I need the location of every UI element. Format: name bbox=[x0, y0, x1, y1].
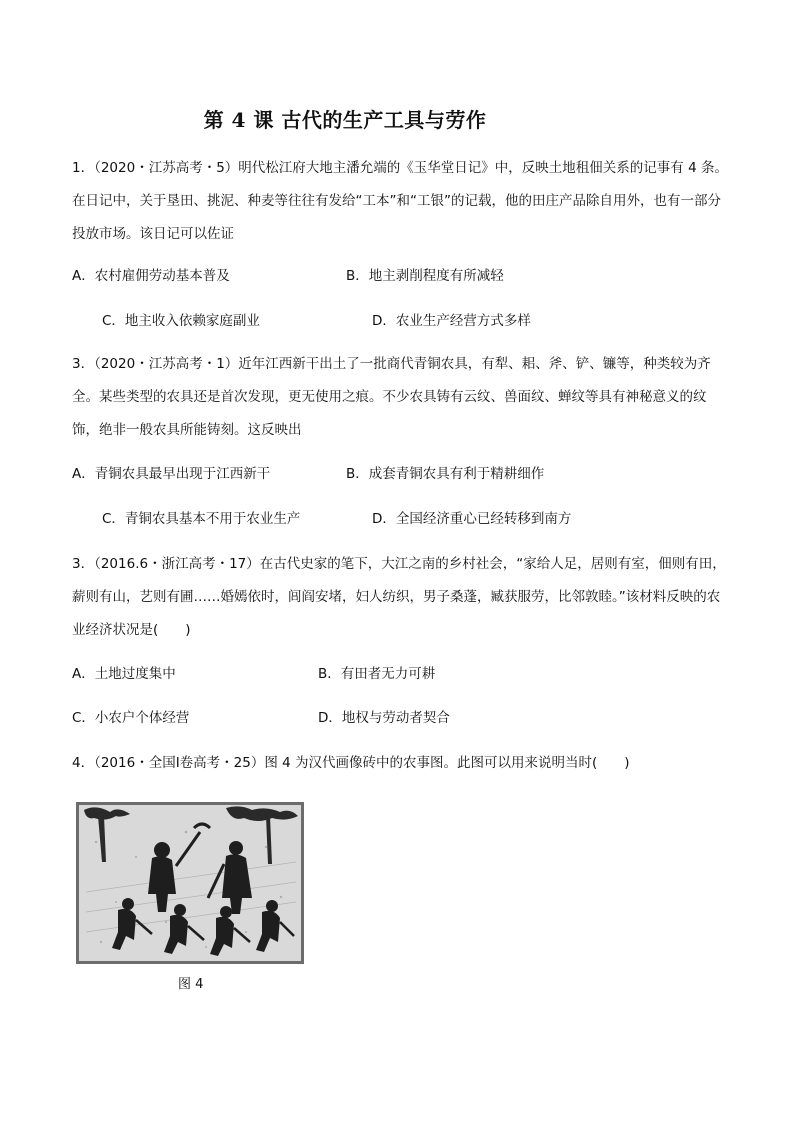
question-1-option-b: B．地主剥削程度有所减轻 bbox=[346, 268, 504, 284]
question-3-option-c: C．小农户个体经营 bbox=[72, 710, 190, 726]
question-3-stem: 3．（2016.6・浙江高考・17）在古代史家的笔下，大江之南的乡村社会，“家给人足，居则有室，佃则有田，薪则有山，艺则有圃……婚嫣依时，闾阎安堵，妇人纺织，男子桑蓬，臧获服劳，比邻敦睦。”该材料反映的农业经济状况是( ) bbox=[72, 556, 726, 638]
question-2-stem: 3．（2020・江苏高考・1）近年江西新干出土了一批商代青铜农具，有犁、耜、斧、铲、镰等，种类较为齐全。某些类型的农具还是首次发现，更无使用之痕。不少农具铸有云纹、兽面纹、蝉纹等具有神秘意义的纹饰，绝非一般农具所能铸刻。这反映出 bbox=[72, 356, 711, 438]
question-2-option-c: C．青铜农具基本不用于农业生产 bbox=[102, 511, 301, 527]
question-1-option-d: D．农业生产经营方式多样 bbox=[372, 313, 531, 329]
farming-brick-image bbox=[76, 802, 304, 964]
question-4-stem: 4．（2016・全国Ⅰ卷高考・25）图 4 为汉代画像砖中的农事图。此图可以用来说明当时( ) bbox=[72, 755, 630, 771]
question-3-option-d: D．地权与劳动者契合 bbox=[318, 710, 450, 726]
page-title: 第 4 课 古代的生产工具与劳作 bbox=[203, 108, 487, 132]
question-2-option-d: D．全国经济重心已经转移到南方 bbox=[372, 511, 572, 527]
question-2-option-b: B．成套青铜农具有利于精耕细作 bbox=[346, 466, 545, 482]
question-1-option-c: C．地主收入依赖家庭副业 bbox=[102, 313, 260, 329]
question-3-option-a: A．土地过度集中 bbox=[72, 666, 176, 682]
question-1-option-a: A．农村雇佣劳动基本普及 bbox=[72, 268, 230, 284]
question-2-option-a: A．青铜农具最早出现于江西新干 bbox=[72, 466, 271, 482]
figure-caption: 图 4 bbox=[178, 977, 204, 992]
question-1-stem: 1．（2020・江苏高考・5）明代松江府大地主潘允端的《玉华堂日记》中，反映土地租佃关系的记事有 4 条。在日记中，关于垦田、挑泥、种麦等往往有发给“工本”和“工银”的记载，他的田庄产品除自用外，也有一部分投放市场。该日记可以佐证 bbox=[72, 160, 728, 242]
question-3-option-b: B．有田者无力可耕 bbox=[318, 666, 436, 682]
